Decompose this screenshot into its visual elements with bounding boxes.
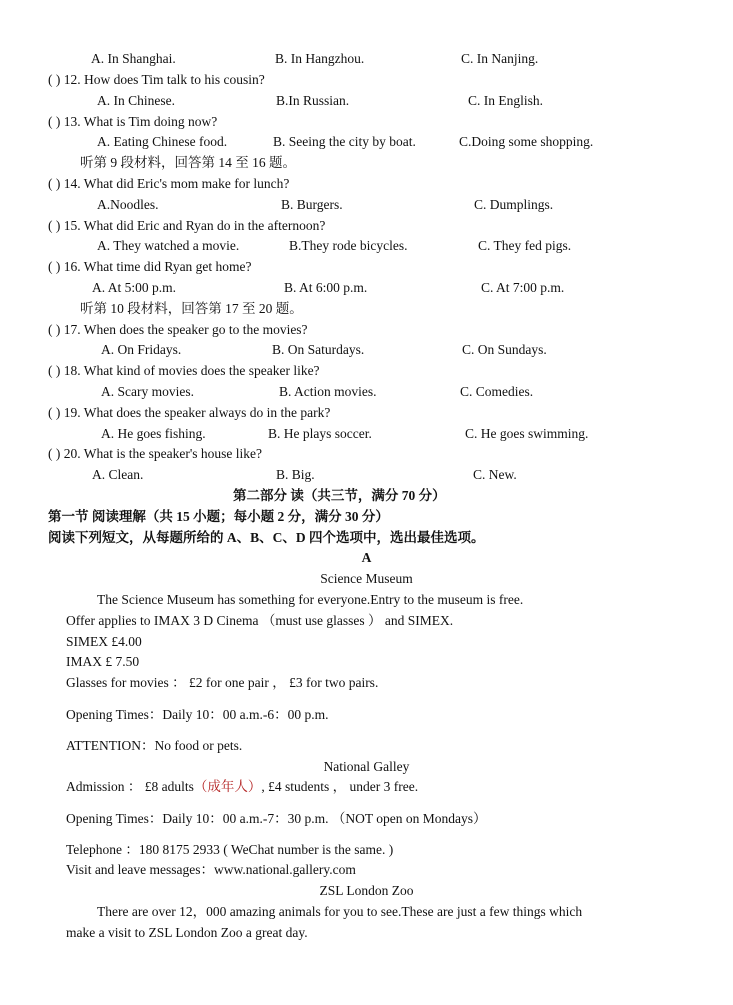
option-a: A. Clean.	[92, 467, 144, 482]
imax-price: IMAX £ 7.50	[66, 654, 140, 669]
option-b: B. He plays soccer.	[268, 426, 372, 441]
option-a: A. Eating Chinese food.	[97, 134, 228, 149]
question-12-stem: ( ) 12. How does Tim talk to his cousin?	[48, 72, 265, 87]
option-c: C. New.	[473, 467, 517, 482]
option-b: B. Burgers.	[281, 197, 343, 212]
zoo-title: ZSL London Zoo	[319, 883, 414, 898]
option-b: B. In Hangzhou.	[275, 51, 365, 66]
option-a: A. In Shanghai.	[91, 51, 176, 66]
gallery-title: National Galley	[323, 759, 410, 774]
admission-adults: Admission ： £8 adults	[66, 779, 194, 794]
option-b: B.In Russian.	[276, 93, 350, 108]
question-18-stem: ( ) 18. What kind of movies does the speaker like?	[48, 363, 320, 378]
passage-letter: A	[361, 550, 372, 565]
option-a: A. They watched a movie.	[97, 238, 240, 253]
gallery-admission	[66, 778, 418, 796]
option-a: A. On Fridays.	[101, 342, 182, 357]
gallery-opening-times: Opening Times：Daily 10：00 a.m.-7：30 p.m. （NOT open on Mondays）	[66, 811, 487, 826]
option-b: B. Action movies.	[279, 384, 377, 399]
question-15-stem: ( ) 15. What did Eric and Ryan do in the afternoon?	[48, 218, 326, 233]
option-b: B. Big.	[276, 467, 315, 482]
option-b: B. At 6:00 p.m.	[284, 280, 368, 295]
section-one-title: 第一节 阅读理解（共 15 小题；每小题 2 分，满分 30 分）	[48, 509, 389, 524]
museum-offer: Offer applies to IMAX 3 D Cinema （must use glasses ） and SIMEX.	[66, 613, 454, 628]
question-17-stem: ( ) 17. When does the speaker go to the movies?	[48, 322, 308, 337]
option-c: C. At 7:00 p.m.	[481, 280, 565, 295]
zoo-text-line-1: There are over 12，000 amazing animals for you to see.These are just a few things which	[97, 904, 583, 919]
option-c: C. He goes swimming.	[465, 426, 589, 441]
section-9-heading: 听第 9 段材料，回答第 14 至 16 题。	[80, 155, 296, 170]
option-a: A. Scary movies.	[101, 384, 194, 399]
option-c: C. In Nanjing.	[461, 51, 539, 66]
option-c: C. They fed pigs.	[478, 238, 572, 253]
option-c: C. In English.	[468, 93, 544, 108]
option-c: C. On Sundays.	[462, 342, 547, 357]
option-a: A. In Chinese.	[97, 93, 175, 108]
museum-opening-times: Opening Times：Daily 10：00 a.m.-6：00 p.m.	[66, 707, 329, 722]
option-a: A.Noodles.	[97, 197, 159, 212]
question-14-stem: ( ) 14. What did Eric's mom make for lunch?	[48, 176, 290, 191]
option-a: A. He goes fishing.	[101, 426, 206, 441]
museum-title: Science Museum	[320, 571, 413, 586]
part-two-title: 第二部分 读（共三节，满分 70 分）	[233, 488, 446, 503]
glasses-price: Glasses for movies ： £2 for one pair ， £3 for two pairs.	[66, 675, 379, 690]
option-c: C. Dumplings.	[474, 197, 554, 212]
section-10-heading: 听第 10 段材料，回答第 17 至 20 题。	[80, 301, 303, 316]
question-13-stem: ( ) 13. What is Tim doing now?	[48, 114, 218, 129]
reading-instruction: 阅读下列短文，从每题所给的 A、B、C、D 四个选项中，选出最佳选项。	[48, 530, 485, 545]
option-b: B. Seeing the city by boat.	[273, 134, 416, 149]
adults-chinese-note: （成年人）	[193, 779, 262, 794]
option-b: B. On Saturdays.	[272, 342, 365, 357]
museum-attention: ATTENTION：No food or pets.	[66, 738, 243, 753]
option-c: C. Comedies.	[460, 384, 534, 399]
question-16-stem: ( ) 16. What time did Ryan get home?	[48, 259, 252, 274]
admission-students: , £4 students ， under 3 free.	[261, 779, 419, 794]
question-19-stem: ( ) 19. What does the speaker always do in the park?	[48, 405, 331, 420]
zoo-text-line-2: make a visit to ZSL London Zoo a great day.	[66, 925, 308, 940]
option-b: B.They rode bicycles.	[289, 238, 408, 253]
simex-price: SIMEX £4.00	[66, 634, 142, 649]
museum-intro: The Science Museum has something for everyone.Entry to the museum is free.	[97, 592, 524, 607]
question-20-stem: ( ) 20. What is the speaker's house like?	[48, 446, 262, 461]
gallery-visit: Visit and leave messages：www.national.gallery.com	[66, 862, 356, 877]
gallery-telephone: Telephone ：180 8175 2933 ( WeChat number is the same. )	[66, 842, 394, 857]
option-c: C.Doing some shopping.	[459, 134, 594, 149]
option-a: A. At 5:00 p.m.	[92, 280, 177, 295]
